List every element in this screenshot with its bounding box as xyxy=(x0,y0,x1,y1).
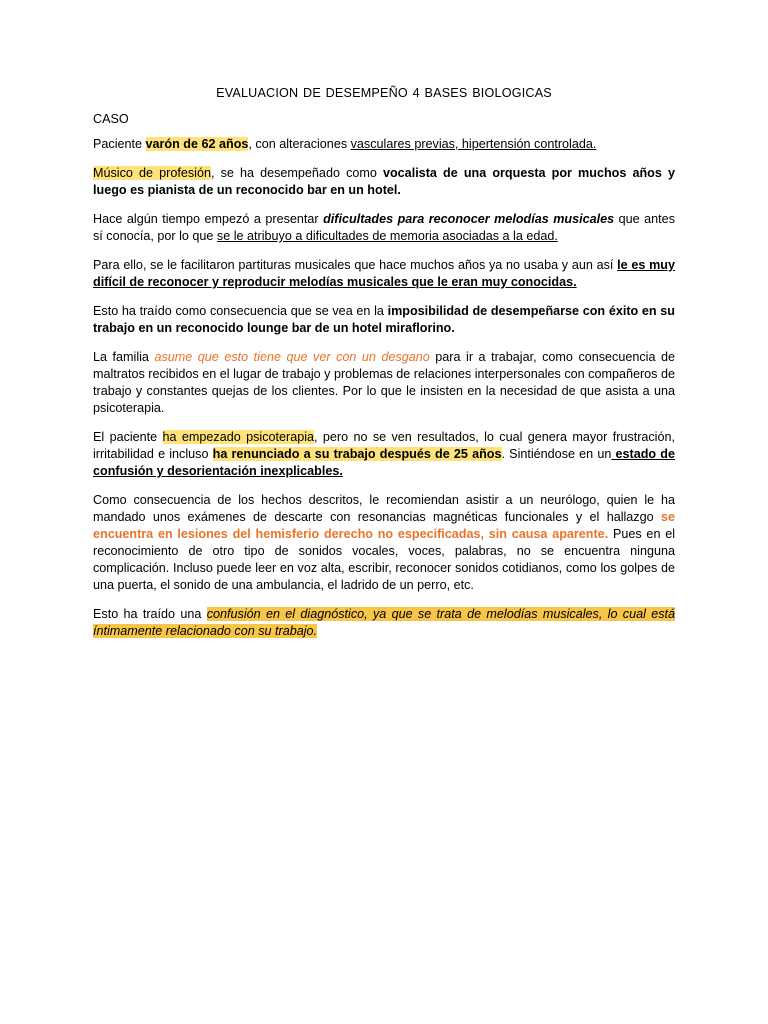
p2-text-b: , se ha desempeñado como xyxy=(210,166,383,180)
p7-highlight-psychotherapy: ha empezado psicoterapia xyxy=(162,430,315,444)
paragraph-7 xyxy=(93,429,675,480)
document-title: EVALUACION DE DESEMPEÑO 4 BASES BIOLOGICAS xyxy=(216,86,552,100)
p1-highlight-age: varón de 62 años xyxy=(145,137,249,151)
section-heading-caso: CASO xyxy=(93,112,129,126)
paragraph-5 xyxy=(93,303,675,337)
paragraph-9 xyxy=(93,606,675,640)
p1-text-a: Paciente xyxy=(93,137,146,151)
p9-highlight-diagnosis: confusión en el diagnóstico, ya que se trata de melodías musicales, lo cual está íntimamente relacionado con su trabajo. xyxy=(93,607,676,638)
paragraph-2 xyxy=(93,165,675,199)
p3-text-c: que antes sí conocía, por lo que xyxy=(93,212,675,243)
p3-bold-italic-difficulty: dificultades para reconocer melodías musicales xyxy=(323,212,615,226)
paragraph-3 xyxy=(93,211,675,245)
p7-text-e: . Sintiéndose en un xyxy=(501,447,612,461)
p3-text-a: Hace algún tiempo empezó a presentar xyxy=(93,212,324,226)
p7-text-c: , pero no se ven resultados, lo cual genera mayor frustración, irritabilidad e incluso xyxy=(93,430,675,461)
p8-text-a: Como consecuencia de los hechos descritos, le recomiendan asistir a un neurólogo, quien le ha mandado unos exámenes de descarte con resonancias magnéticas funcionales y el hallazgo xyxy=(93,493,675,524)
p4-underline-difficulty: le es muy difícil de reconocer y reproducir melodías musicales que le eran muy conocidas. xyxy=(93,258,675,289)
paragraph-6 xyxy=(93,349,675,417)
paragraph-4 xyxy=(93,257,675,291)
paragraph-8 xyxy=(93,492,675,594)
p2-highlight-profession: Músico de profesión xyxy=(93,166,211,180)
p5-bold-impossibility: imposibilidad de desempeñarse con éxito en su trabajo en un reconocido lounge bar de un hotel miraflorino. xyxy=(93,304,675,335)
p5-text-a: Esto ha traído como consecuencia que se vea en la xyxy=(93,304,388,318)
p1-text-c: , con alteraciones xyxy=(248,137,351,151)
p9-text-a: Esto ha traído una xyxy=(93,607,207,621)
p7-highlight-resigned: ha renunciado a su trabajo después de 25 años xyxy=(212,447,502,461)
p6-text-c: para ir a trabajar, como consecuencia de maltratos recibidos en el lugar de trabajo y problemas de relaciones interpersonales con compañeros de trabajo y constantes quejas de los clientes. Por lo que le insisten en la necesidad de que asista a una psicoterapia. xyxy=(93,350,675,415)
p7-text-a: El paciente xyxy=(93,430,163,444)
p3-underline-attribution: se le atribuyo a dificultades de memoria asociadas a la edad. xyxy=(216,229,558,243)
p8-orange-finding: se encuentra en lesiones del hemisferio derecho no especificadas, sin causa aparente. xyxy=(93,510,675,541)
paragraph-1 xyxy=(93,136,675,153)
p4-text-a: Para ello, se le facilitaron partituras musicales que hace muchos años ya no usaba y aun así xyxy=(93,258,618,272)
p7-underline-confusion: estado de confusión y desorientación inexplicables. xyxy=(93,447,675,478)
p2-bold-career: vocalista de una orquesta por muchos años y luego es pianista de un reconocido bar en un hotel. xyxy=(93,166,675,197)
p6-text-a: La familia xyxy=(93,350,155,364)
p6-orange-assumption: asume que esto tiene que ver con un desgano xyxy=(154,350,430,364)
p8-text-c: Pues en el reconocimiento de otro tipo de sonidos vocales, voces, palabras, no se encuentra ninguna complicación. Incluso puede leer en voz alta, escribir, reconocer sonidos cotidianos, como los golpes de una puerta, el sonido de una ambulancia, el ladrido de un perro, etc. xyxy=(93,527,676,592)
p1-underline-conditions: vasculares previas, hipertensión controlada. xyxy=(350,137,597,151)
